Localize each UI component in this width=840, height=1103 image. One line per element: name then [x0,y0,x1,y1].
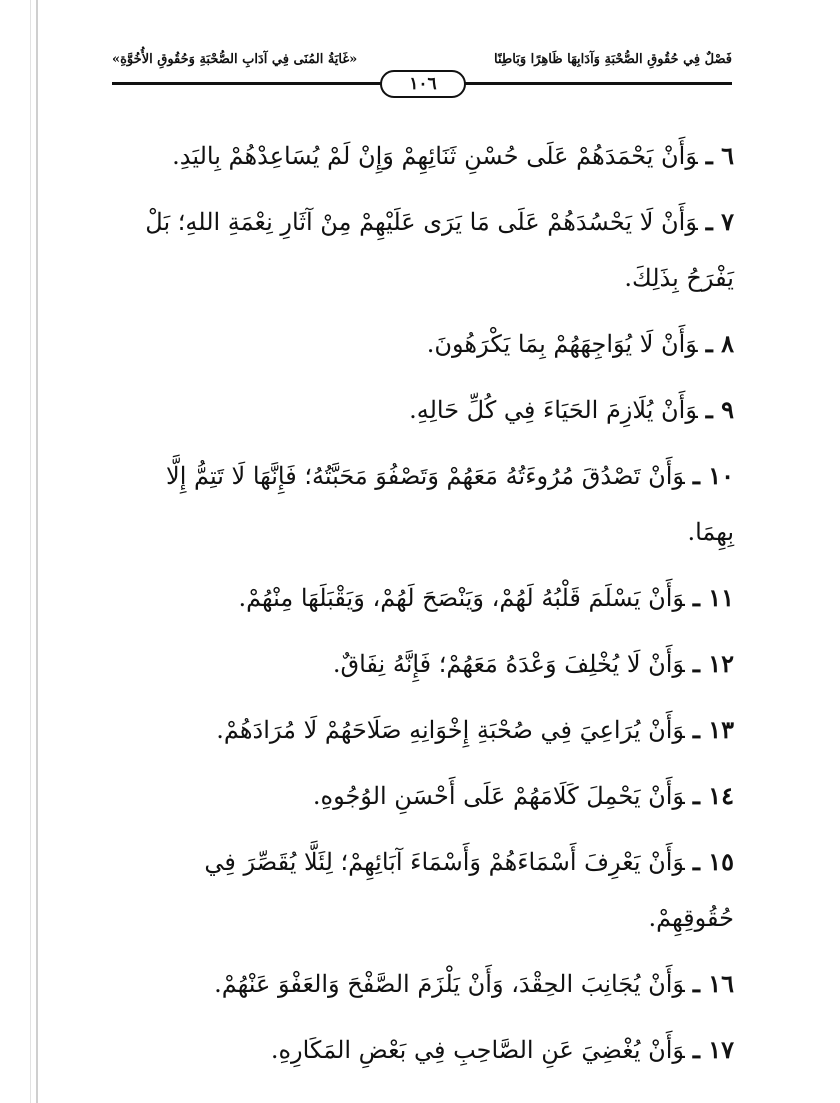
page-header [112,48,732,98]
item-number: ١١ ـ [692,583,734,612]
list-item [108,316,734,372]
item-text: وَأَنْ لَا يُوَاجِهَهُمْ بِمَا يَكْرَهُونَ. [426,330,698,358]
item-text-continued: بِهِمَا. [687,518,734,546]
list-item [108,834,734,946]
list-item [108,636,734,692]
item-text: وَأَنْ لَا يُخْلِفَ وَعْدَهُ مَعَهُمْ؛ فَإِنَّهُ نِفَاقٌ. [332,650,685,678]
page-number: ١٠٦ [380,70,466,98]
item-number: ٦ ـ [705,141,734,170]
item-text: وَأَنْ يَسْلَمَ قَلْبُهُ لَهُمْ، وَيَنْصَحَ لَهُمْ، وَيَقْبَلَهَا مِنْهُمْ. [238,584,685,612]
item-text: وَأَنْ لَا يَحْسُدَهُمْ عَلَى مَا يَرَى عَلَيْهِمْ مِنْ آثَارِ نِعْمَةِ اللهِ؛ بَلْ [145,208,698,236]
list-item [108,382,734,438]
item-text: وَأَنْ يَحْمَدَهُمْ عَلَى حُسْنِ ثَنَائِهِمْ وَإِنْ لَمْ يُسَاعِدْهُمْ بِاليَدِ. [172,142,698,170]
item-number: ١٢ ـ [692,649,734,678]
list-item [108,570,734,626]
item-text-continued: حُقُوقِهِمْ. [648,904,734,932]
item-number: ١٣ ـ [692,715,734,744]
item-text: وَأَنْ يُجَانِبَ الحِقْدَ، وَأَنْ يَلْزَمَ الصَّفْحَ وَالعَفْوَ عَنْهُمْ. [214,970,685,998]
item-number: ١٦ ـ [692,969,734,998]
book-title: «غَايَةُ المُنَى فِي آدَابِ الصُّحْبَةِ وَحُقُوقِ الأُخُوَّةِ» [112,52,358,67]
list-item [108,956,734,1012]
scan-edge-outer [30,0,31,1103]
item-number: ٧ ـ [705,207,734,236]
item-number: ٩ ـ [705,395,734,424]
item-text: وَأَنْ يُرَاعِيَ فِي صُحْبَةِ إِخْوَانِهِ صَلَاحَهُمْ لَا مُرَادَهُمْ. [216,716,685,744]
item-text: وَأَنْ يُغْضِيَ عَنِ الصَّاحِبِ فِي بَعْضِ المَكَارِهِ. [270,1036,685,1064]
chapter-title: فَصْلٌ فِي حُقُوقِ الصُّحْبَةِ وَآدَابِهَا ظَاهِرًا وَبَاطِنًا [494,52,732,67]
item-text: وَأَنْ يُلَازِمَ الحَيَاءَ فِي كُلِّ حَالِهِ. [409,396,698,424]
item-text: وَأَنْ يَعْرِفَ أَسْمَاءَهُمْ وَأَسْمَاءَ آبَائِهِمْ؛ لِئَلَّا يُقَصِّرَ فِي [204,848,685,876]
item-number: ١٧ ـ [692,1035,734,1064]
item-number: ١٤ ـ [692,781,734,810]
item-text-continued: يَفْرَحُ بِذَلِكَ. [624,264,734,292]
item-number: ٨ ـ [705,329,734,358]
item-number: ١٥ ـ [692,847,734,876]
list-item [108,448,734,560]
list-item [108,1022,734,1078]
item-text: وَأَنْ تَصْدُقَ مُرُوءَتُهُ مَعَهُمْ وَتَصْفُوَ مَحَبَّتُهُ؛ فَإِنَّهَا لَا تَتِمُّ إِلَّا [166,462,685,490]
scan-edge [36,0,38,1103]
item-number: ١٠ ـ [692,461,734,490]
list-item [108,768,734,824]
page-body [108,128,734,1078]
list-item [108,128,734,184]
item-text: وَأَنْ يَحْمِلَ كَلَامَهُمْ عَلَى أَحْسَنِ الوُجُوهِ. [312,782,685,810]
list-item [108,702,734,758]
list-item [108,194,734,306]
